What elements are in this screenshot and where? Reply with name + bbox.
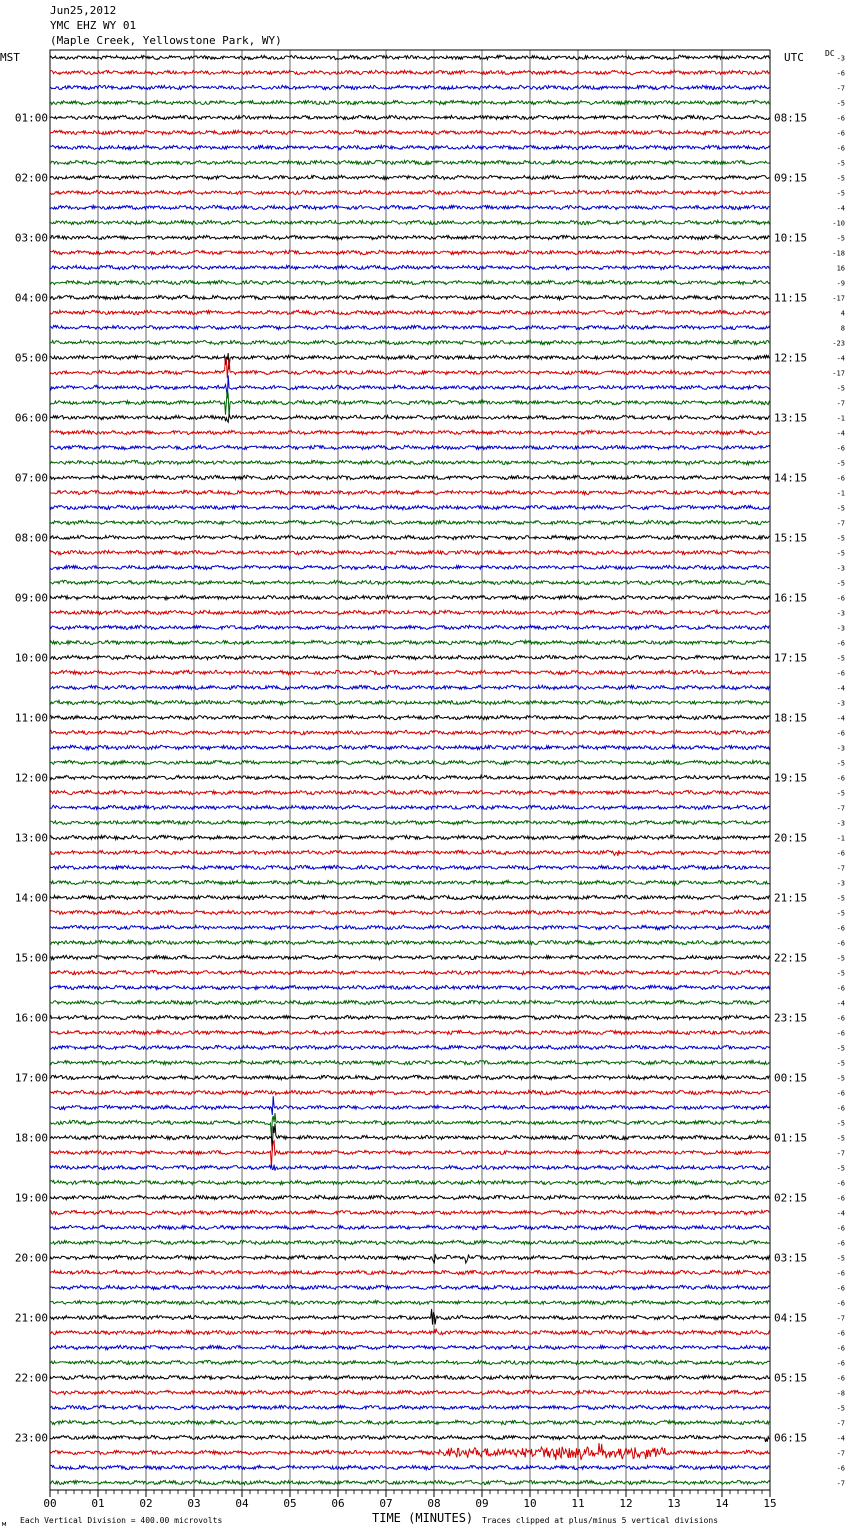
dc-offset-label: -6 — [836, 69, 845, 78]
dc-offset-label: -5 — [836, 174, 845, 183]
right-hour-label: 02:15 — [774, 1191, 808, 1205]
left-hour-label: 03:00 — [14, 231, 48, 245]
dc-offset-label: 16 — [836, 264, 845, 273]
dc-offset-label: -5 — [836, 159, 845, 168]
right-hour-label: 20:15 — [774, 831, 808, 845]
left-axis-label: MST — [0, 51, 20, 64]
right-hour-label: 05:15 — [774, 1371, 808, 1385]
x-tick-label: 07 — [379, 1497, 393, 1510]
left-hour-label: 17:00 — [14, 1071, 48, 1085]
dc-offset-label: -5 — [836, 189, 845, 198]
left-hour-label: 07:00 — [14, 471, 48, 485]
dc-offset-label: -6 — [836, 144, 845, 153]
seismic-trace-66 — [50, 1045, 770, 1049]
x-tick-label: 08 — [427, 1497, 441, 1510]
dc-offset-label: -5 — [836, 1164, 845, 1173]
dc-offset-label: -17 — [832, 294, 845, 303]
seismic-trace-38 — [50, 625, 770, 629]
dc-offset-label: -6 — [836, 639, 845, 648]
seismic-trace-19 — [50, 340, 770, 344]
dc-offset-label: -10 — [832, 219, 845, 228]
dc-offset-label: -8 — [836, 1389, 845, 1398]
seismic-trace-50 — [50, 805, 770, 809]
dc-offset-label: -3 — [836, 744, 845, 753]
left-hour-label: 23:00 — [14, 1431, 48, 1445]
seismic-trace-40 — [50, 655, 770, 659]
dc-offset-label: -5 — [836, 894, 845, 903]
seismic-trace-86 — [50, 1345, 770, 1349]
dc-offset-label: -6 — [836, 774, 845, 783]
left-hour-label: 12:00 — [14, 771, 48, 785]
dc-offset-label: -5 — [836, 1134, 845, 1143]
seismic-trace-76 — [50, 1195, 770, 1199]
dc-offset-label: -4 — [836, 429, 845, 438]
right-hour-label: 23:15 — [774, 1011, 808, 1025]
dc-offset-label: -7 — [836, 519, 845, 528]
seismic-trace-81 — [50, 1270, 770, 1274]
right-hour-label: 17:15 — [774, 651, 808, 665]
left-hour-label: 02:00 — [14, 171, 48, 185]
seismic-trace-32 — [50, 535, 770, 539]
dc-offset-label: -5 — [836, 384, 845, 393]
seismic-trace-5 — [50, 130, 770, 134]
seismic-trace-10 — [50, 205, 770, 209]
seismic-trace-94 — [50, 1465, 770, 1469]
dc-offset-label: -3 — [836, 699, 845, 708]
seismic-trace-95 — [50, 1480, 770, 1484]
left-hour-label: 22:00 — [14, 1371, 48, 1385]
dc-offset-label: -5 — [836, 234, 845, 243]
seismic-trace-20 — [50, 353, 770, 369]
seismic-trace-13 — [50, 250, 770, 254]
seismic-trace-11 — [50, 220, 770, 224]
x-tick-label: 11 — [571, 1497, 585, 1510]
left-hour-label: 13:00 — [14, 831, 48, 845]
dc-offset-label: -5 — [836, 579, 845, 588]
seismic-trace-83 — [50, 1300, 770, 1304]
left-hour-label: 21:00 — [14, 1311, 48, 1325]
seismic-trace-87 — [50, 1360, 770, 1364]
seismic-trace-51 — [50, 820, 770, 824]
dc-offset-label: -6 — [836, 1239, 845, 1248]
dc-offset-label: -4 — [836, 1434, 845, 1443]
dc-offset-label: -23 — [832, 339, 845, 348]
header-station: YMC EHZ WY 01 — [50, 19, 137, 32]
seismic-trace-60 — [50, 955, 770, 959]
seismic-trace-53 — [50, 850, 770, 856]
seismic-trace-45 — [50, 730, 770, 734]
right-hour-label: 12:15 — [774, 351, 808, 365]
seismic-trace-48 — [50, 775, 770, 779]
right-hour-label: 11:15 — [774, 291, 808, 305]
left-hour-label: 15:00 — [14, 951, 48, 965]
dc-offset-label: -6 — [836, 1374, 845, 1383]
right-hour-label: 04:15 — [774, 1311, 808, 1325]
seismic-trace-3 — [50, 100, 770, 104]
seismic-trace-89 — [50, 1390, 770, 1394]
dc-offset-label: -6 — [836, 1104, 845, 1113]
seismic-trace-56 — [50, 895, 770, 899]
left-hour-label: 05:00 — [14, 351, 48, 365]
seismic-trace-7 — [50, 160, 770, 164]
seismic-trace-58 — [50, 925, 770, 929]
dc-offset-label: -1 — [836, 414, 845, 423]
seismic-trace-59 — [50, 940, 770, 944]
seismic-trace-15 — [50, 280, 770, 284]
seismic-trace-79 — [50, 1240, 770, 1244]
seismic-trace-88 — [50, 1375, 770, 1379]
seismic-trace-28 — [50, 475, 770, 479]
dc-offset-label: -6 — [836, 729, 845, 738]
dc-offset-label: -6 — [836, 1029, 845, 1038]
seismic-trace-41 — [50, 670, 770, 674]
header-location: (Maple Creek, Yellowstone Park, WY) — [50, 34, 282, 47]
seismic-trace-43 — [50, 700, 770, 704]
seismic-trace-85 — [50, 1329, 770, 1335]
dc-offset-label: -7 — [836, 1314, 845, 1323]
seismic-trace-12 — [50, 235, 770, 239]
dc-offset-label: -7 — [836, 1419, 845, 1428]
seismic-trace-25 — [50, 430, 770, 434]
dc-offset-label: -7 — [836, 1149, 845, 1158]
seismic-trace-0 — [50, 55, 770, 59]
dc-offset-label: -4 — [836, 354, 845, 363]
dc-offset-label: -7 — [836, 399, 845, 408]
seismic-trace-9 — [50, 190, 770, 194]
seismic-trace-31 — [50, 520, 770, 524]
seismic-trace-27 — [50, 460, 770, 464]
left-hour-label: 10:00 — [14, 651, 48, 665]
left-hour-label: 18:00 — [14, 1131, 48, 1145]
seismic-trace-73 — [50, 1141, 770, 1168]
seismic-trace-78 — [50, 1225, 770, 1229]
seismic-trace-42 — [50, 685, 770, 689]
x-tick-label: 13 — [667, 1497, 681, 1510]
seismic-trace-80 — [50, 1254, 770, 1263]
dc-offset-label: -6 — [836, 474, 845, 483]
seismic-trace-14 — [50, 265, 770, 269]
right-axis-label: UTC — [784, 51, 804, 64]
dc-offset-label: -5 — [836, 759, 845, 768]
right-hour-label: 13:15 — [774, 411, 808, 425]
dc-offset-label: -7 — [836, 864, 845, 873]
seismic-trace-30 — [50, 505, 770, 509]
dc-offset-label: -3 — [836, 54, 845, 63]
seismic-trace-2 — [50, 85, 770, 89]
dc-offset-label: -17 — [832, 369, 845, 378]
seismic-trace-63 — [50, 1000, 770, 1004]
header-date: Jun25,2012 — [50, 4, 117, 17]
seismic-trace-35 — [50, 580, 770, 584]
left-hour-label: 09:00 — [14, 591, 48, 605]
seismic-trace-1 — [50, 70, 770, 74]
left-hour-label: 16:00 — [14, 1011, 48, 1025]
dc-offset-label: -6 — [836, 594, 845, 603]
seismic-trace-68 — [50, 1075, 770, 1079]
dc-offset-label: -6 — [836, 1224, 845, 1233]
dc-offset-label: -6 — [836, 444, 845, 453]
dc-offset-label: -5 — [836, 534, 845, 543]
seismic-trace-16 — [50, 295, 770, 299]
right-hour-label: 14:15 — [774, 471, 808, 485]
seismic-trace-71 — [50, 1113, 770, 1137]
seismic-trace-49 — [50, 790, 770, 794]
seismic-trace-75 — [50, 1180, 770, 1184]
seismic-trace-8 — [50, 175, 770, 179]
seismic-trace-82 — [50, 1285, 770, 1289]
dc-offset-label: -7 — [836, 1479, 845, 1488]
seismic-trace-18 — [50, 325, 770, 329]
x-tick-label: 14 — [715, 1497, 729, 1510]
x-tick-label: 12 — [619, 1497, 633, 1510]
dc-offset-label: -6 — [836, 1359, 845, 1368]
label-group — [15, 55, 845, 1511]
seismic-trace-55 — [50, 880, 770, 884]
right-hour-label: 19:15 — [774, 771, 808, 785]
dc-offset-label: -6 — [836, 1299, 845, 1308]
dc-offset-label: -3 — [836, 609, 845, 618]
right-hour-label: 18:15 — [774, 711, 808, 725]
right-hour-label: 15:15 — [774, 531, 808, 545]
dc-offset-label: -9 — [836, 279, 845, 288]
seismic-trace-46 — [50, 745, 770, 749]
seismic-trace-39 — [50, 640, 770, 644]
seismic-trace-84 — [50, 1309, 770, 1325]
seismic-trace-6 — [50, 145, 770, 149]
x-tick-label: 02 — [139, 1497, 153, 1510]
seismic-trace-26 — [50, 445, 770, 449]
x-tick-label: 09 — [475, 1497, 489, 1510]
left-hour-label: 08:00 — [14, 531, 48, 545]
left-hour-label: 14:00 — [14, 891, 48, 905]
x-tick-label: 15 — [763, 1497, 777, 1510]
seismic-trace-61 — [50, 970, 770, 974]
dc-offset-label: 8 — [840, 324, 845, 333]
seismic-trace-34 — [50, 565, 770, 569]
dc-offset-label: -5 — [836, 969, 845, 978]
dc-offset-label: -6 — [836, 939, 845, 948]
seismic-trace-44 — [50, 715, 770, 719]
dc-offset-label: -6 — [836, 984, 845, 993]
left-hour-label: 04:00 — [14, 291, 48, 305]
right-hour-label: 16:15 — [774, 591, 808, 605]
x-axis-label: TIME (MINUTES) — [372, 1511, 474, 1525]
x-tick-label: 06 — [331, 1497, 345, 1510]
left-hour-label: 11:00 — [14, 711, 48, 725]
dc-offset-label: -4 — [836, 1209, 845, 1218]
dc-offset-label: -6 — [836, 1014, 845, 1023]
seismic-trace-74 — [50, 1164, 770, 1170]
seismic-trace-37 — [50, 610, 770, 614]
dc-offset-label: -5 — [836, 789, 845, 798]
dc-offset-label: -5 — [836, 1119, 845, 1128]
dc-offset-label: -5 — [836, 549, 845, 558]
dc-offset-label: -5 — [836, 909, 845, 918]
dc-offset-label: -6 — [836, 849, 845, 858]
seismic-trace-29 — [50, 490, 770, 494]
dc-offset-label: -3 — [836, 819, 845, 828]
seismic-trace-36 — [50, 595, 770, 599]
dc-offset-label: -3 — [836, 879, 845, 888]
dc-offset-label: -5 — [836, 504, 845, 513]
dc-offset-label: -6 — [836, 1194, 845, 1203]
seismic-trace-22 — [50, 375, 770, 398]
dc-offset-label: -4 — [836, 714, 845, 723]
dc-offset-label: -7 — [836, 1449, 845, 1458]
dc-column-label: DC — [825, 49, 835, 58]
right-hour-label: 22:15 — [774, 951, 808, 965]
seismic-trace-4 — [50, 115, 770, 119]
seismic-trace-64 — [50, 1015, 770, 1019]
x-tick-label: 00 — [43, 1497, 57, 1510]
dc-offset-label: -18 — [832, 249, 845, 258]
seismic-trace-52 — [50, 835, 770, 839]
dc-offset-label: -5 — [836, 654, 845, 663]
left-hour-label: 06:00 — [14, 411, 48, 425]
dc-offset-label: -4 — [836, 999, 845, 1008]
seismic-trace-54 — [50, 865, 770, 869]
left-hour-label: 20:00 — [14, 1251, 48, 1265]
corner-mark: м — [2, 1520, 7, 1528]
seismic-trace-62 — [50, 985, 770, 989]
dc-offset-label: -5 — [836, 1404, 845, 1413]
dc-offset-label: -5 — [836, 1074, 845, 1083]
dc-offset-label: -6 — [836, 1089, 845, 1098]
dc-offset-label: -7 — [836, 84, 845, 93]
dc-offset-label: -5 — [836, 459, 845, 468]
seismic-trace-23 — [50, 389, 770, 418]
seismic-trace-67 — [50, 1060, 770, 1064]
dc-offset-label: -5 — [836, 1044, 845, 1053]
seismic-trace-17 — [50, 310, 770, 314]
dc-offset-label: -3 — [836, 564, 845, 573]
x-tick-label: 04 — [235, 1497, 249, 1510]
x-tick-label: 10 — [523, 1497, 537, 1510]
dc-offset-label: -4 — [836, 684, 845, 693]
seismic-trace-65 — [50, 1030, 770, 1034]
dc-offset-label: -3 — [836, 624, 845, 633]
trace-group — [50, 55, 770, 1484]
seismic-trace-70 — [50, 1096, 770, 1115]
seismic-trace-57 — [50, 910, 770, 914]
dc-offset-label: -6 — [836, 1269, 845, 1278]
right-hour-label: 01:15 — [774, 1131, 808, 1145]
clip-note: Traces clipped at plus/minus 5 vertical divisions — [482, 1516, 719, 1525]
right-hour-label: 10:15 — [774, 231, 808, 245]
dc-offset-label: -5 — [836, 1254, 845, 1263]
dc-offset-label: -7 — [836, 804, 845, 813]
dc-offset-label: -1 — [836, 489, 845, 498]
right-hour-label: 21:15 — [774, 891, 808, 905]
dc-offset-label: 4 — [840, 309, 845, 318]
scale-note: Each Vertical Division = 400.00 microvolts — [20, 1516, 223, 1525]
right-hour-label: 06:15 — [774, 1431, 808, 1445]
dc-offset-label: -6 — [836, 924, 845, 933]
seismic-trace-47 — [50, 760, 770, 764]
dc-offset-label: -6 — [836, 1464, 845, 1473]
right-hour-label: 00:15 — [774, 1071, 808, 1085]
dc-offset-label: -6 — [836, 1284, 845, 1293]
x-tick-label: 01 — [91, 1497, 105, 1510]
dc-offset-label: -6 — [836, 129, 845, 138]
dc-offset-label: -1 — [836, 834, 845, 843]
left-hour-label: 19:00 — [14, 1191, 48, 1205]
right-hour-label: 03:15 — [774, 1251, 808, 1265]
seismic-trace-21 — [50, 357, 770, 378]
dc-offset-label: -6 — [836, 669, 845, 678]
dc-offset-label: -4 — [836, 204, 845, 213]
x-tick-label: 05 — [283, 1497, 297, 1510]
x-tick-label: 03 — [187, 1497, 201, 1510]
dc-offset-label: -5 — [836, 1059, 845, 1068]
dc-offset-label: -6 — [836, 1344, 845, 1353]
left-hour-label: 01:00 — [14, 111, 48, 125]
seismic-trace-90 — [50, 1405, 770, 1409]
seismic-trace-93 — [50, 1443, 770, 1460]
seismic-trace-69 — [50, 1090, 770, 1094]
dc-offset-label: -5 — [836, 954, 845, 963]
seismic-trace-24 — [50, 414, 770, 422]
right-hour-label: 08:15 — [774, 111, 808, 125]
seismic-trace-92 — [50, 1435, 770, 1442]
seismic-trace-72 — [50, 1124, 770, 1152]
dc-offset-label: -6 — [836, 1329, 845, 1338]
seismic-trace-33 — [50, 550, 770, 554]
seismic-trace-77 — [50, 1210, 770, 1214]
dc-offset-label: -6 — [836, 1179, 845, 1188]
dc-offset-label: -6 — [836, 114, 845, 123]
right-hour-label: 09:15 — [774, 171, 808, 185]
dc-offset-label: -5 — [836, 99, 845, 108]
seismic-trace-91 — [50, 1420, 770, 1424]
